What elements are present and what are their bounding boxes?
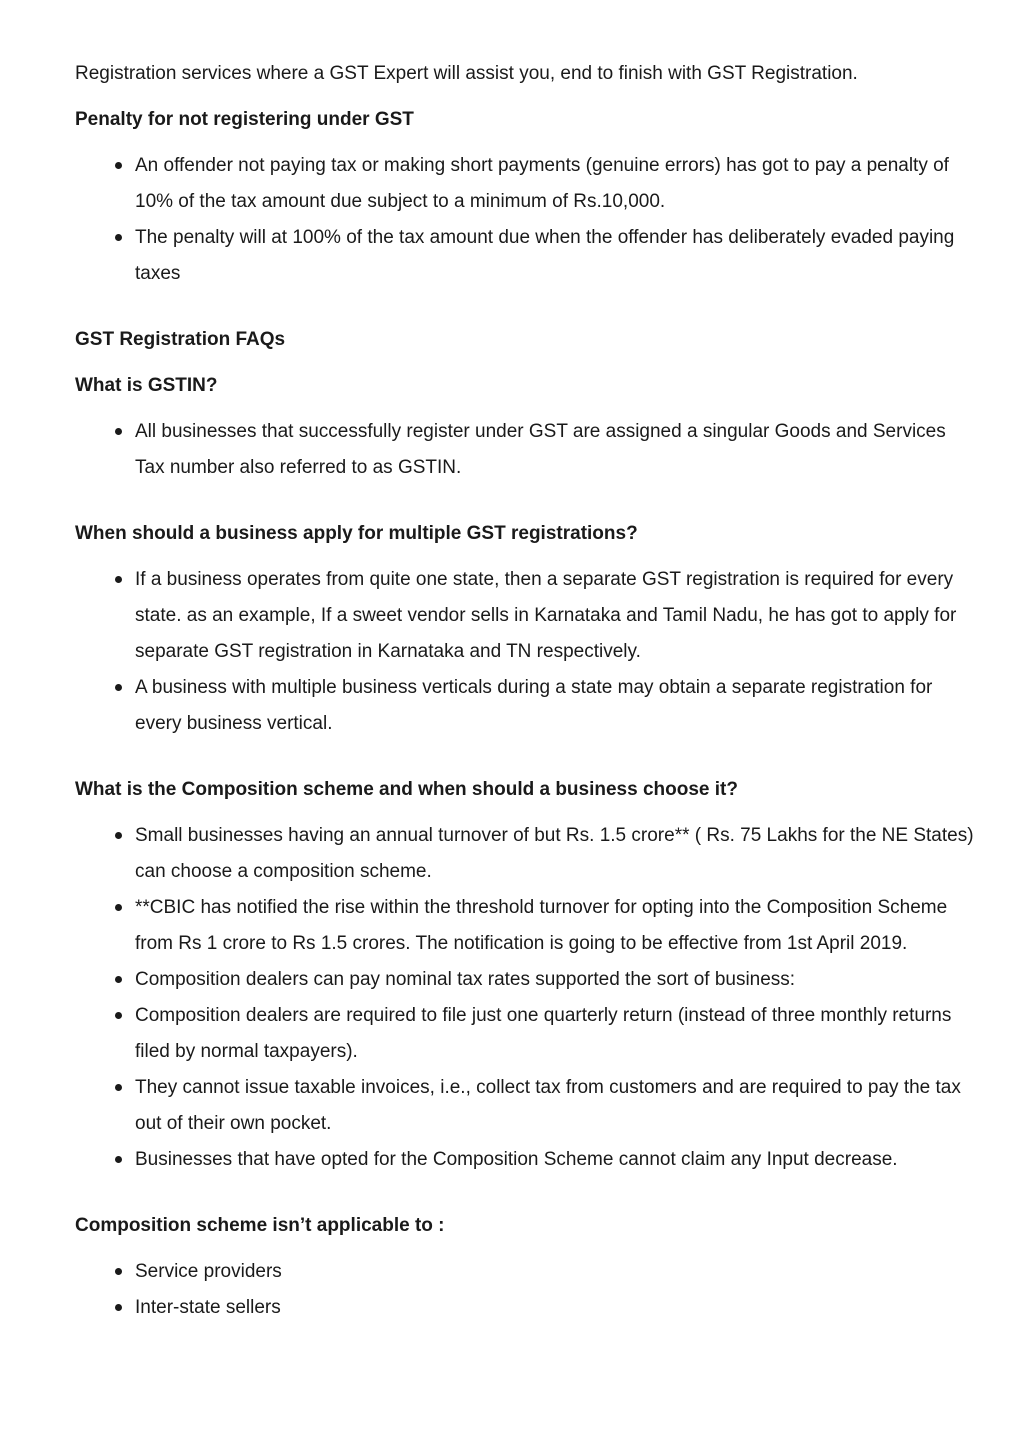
- bullet-icon: [115, 904, 122, 911]
- list-not-applicable: [75, 1254, 980, 1326]
- bullet-icon: [115, 576, 122, 583]
- bullet-icon: [115, 428, 122, 435]
- list-item: They cannot issue taxable invoices, i.e., collect tax from customers and are required to pay the tax out of their own pocket.: [135, 1070, 980, 1142]
- bullet-icon: [115, 1012, 122, 1019]
- list-item: Composition dealers are required to file just one quarterly return (instead of three monthly returns filed by normal taxpayers).: [135, 998, 980, 1070]
- list-gstin: [75, 414, 980, 486]
- list-item: **CBIC has notified the rise within the threshold turnover for opting into the Composition Scheme from Rs 1 crore to Rs 1.5 crores. The notification is going to be effective from 1st April 2019.: [135, 890, 980, 962]
- bullet-icon: [115, 684, 122, 691]
- list-item: Inter-state sellers: [135, 1290, 980, 1326]
- bullet-icon: [115, 1268, 122, 1275]
- list-item: Small businesses having an annual turnover of but Rs. 1.5 crore** ( Rs. 75 Lakhs for the NE States) can choose a composition scheme.: [135, 818, 980, 890]
- list-item: The penalty will at 100% of the tax amount due when the offender has deliberately evaded paying taxes: [135, 220, 980, 292]
- list-item: Service providers: [135, 1254, 980, 1290]
- list-composition-scheme: [75, 818, 980, 1178]
- bullet-icon: [115, 1156, 122, 1163]
- bullet-icon: [115, 1084, 122, 1091]
- list-item: Businesses that have opted for the Composition Scheme cannot claim any Input decrease.: [135, 1142, 980, 1178]
- intro-paragraph: Registration services where a GST Expert will assist you, end to finish with GST Registration.: [75, 63, 858, 84]
- document-page: [75, 56, 980, 1326]
- list-penalty: [75, 148, 980, 292]
- list-item: An offender not paying tax or making short payments (genuine errors) has got to pay a penalty of 10% of the tax amount due subject to a minimum of Rs.10,000.: [135, 148, 980, 220]
- list-item: A business with multiple business verticals during a state may obtain a separate registration for every business vertical.: [135, 670, 980, 742]
- heading-composition-scheme: What is the Composition scheme and when should a business choose it?: [75, 779, 738, 800]
- bullet-icon: [115, 1304, 122, 1311]
- bullet-icon: [115, 234, 122, 241]
- list-multiple-registrations: [75, 562, 980, 742]
- list-item: All businesses that successfully register under GST are assigned a singular Goods and Services Tax number also referred to as GSTIN.: [135, 414, 980, 486]
- heading-not-applicable: Composition scheme isn’t applicable to :: [75, 1215, 445, 1236]
- list-item: If a business operates from quite one state, then a separate GST registration is required for every state. as an example, If a sweet vendor sells in Karnataka and Tamil Nadu, he has got to apply for separate GST registration in Karnataka and TN respectively.: [135, 562, 980, 670]
- heading-multiple-registrations: When should a business apply for multiple GST registrations?: [75, 523, 638, 544]
- bullet-icon: [115, 162, 122, 169]
- heading-what-is-gstin: What is GSTIN?: [75, 375, 218, 396]
- bullet-icon: [115, 832, 122, 839]
- list-item: Composition dealers can pay nominal tax rates supported the sort of business:: [135, 962, 980, 998]
- heading-penalty: Penalty for not registering under GST: [75, 109, 414, 130]
- bullet-icon: [115, 976, 122, 983]
- heading-faqs: GST Registration FAQs: [75, 329, 286, 350]
